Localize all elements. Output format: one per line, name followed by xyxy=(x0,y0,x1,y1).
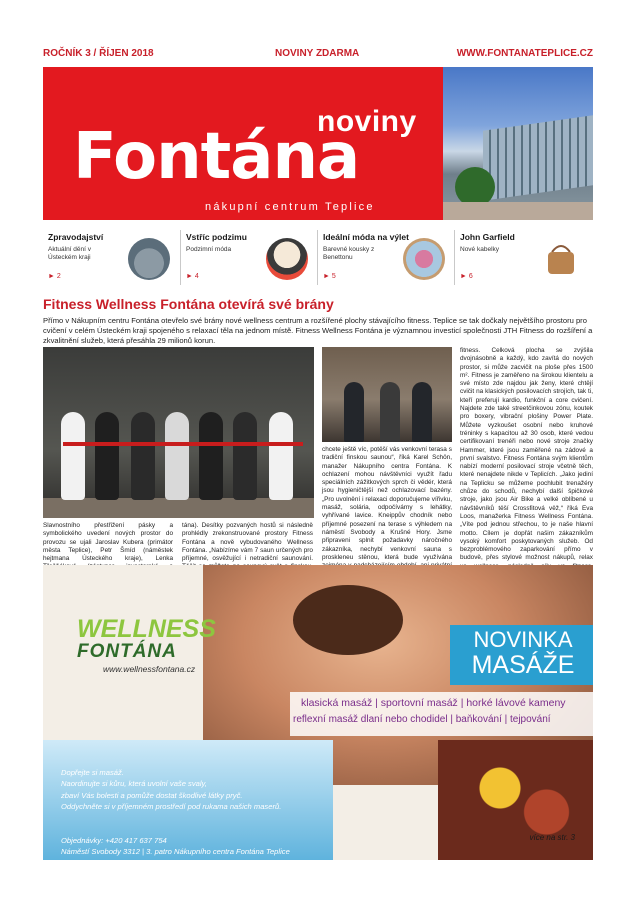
autumn-fashion-thumbnail xyxy=(266,238,308,280)
teaser-strip xyxy=(43,230,593,285)
ad-info xyxy=(61,767,351,812)
article-column-4-text: fitness. Celková plocha se zvýšila dvojnásobně a každý, kdo zavítá do nových prostor, si může zacvičit na ploše přes 1500 m². Fitness je zaměřeno na širokou klientelu a své místo zde najdou jak ženy, které chtějí cvičit na klasických posilovacích strojích, tak ti, kteří preferují kardio, funkční a core cvičení. Najdete zde také streetčinkovou zónu, koutek pro boxery, vibrační plošiny Power Plate. Můžete vyzkoušet osobní nebo kruhové tréninky s kapacitou až 30 osob, které vedou certifikovaní trenéři nebo nové stroje značky Hammer, které jsou zaměřené na zádové a první svalstvo. Fitness Fontána svým klientům nabízí moderní posilovací stroje včetně těch, které nenajdete nikde v Teplicích. „Jako jediní na Teplicku se můžeme pochlubit trenažéry chůze do schodů, nechybí další špičkové stroje, jako jsou Air Bike a velké oblíbené u návštěvníků těší Crossfitová věž,“ říká Eva Loos, manažerka Fitness Wellness Fontána. „Víte pod jednou střechou, to je naše hlavní motto. Cílem je dopřát našim zákazníkům vysoký komfort poskytovaných služeb. Od bezproblémového zaparkování přímo v budově, přes stylové možnost nákupů, relax xyxy=(460,347,593,562)
article-column-1: Slavnostního přestřižení pásky a symbolického uvedení nových prostor do provozu se ujali Jaroslav Kubera (primátor města Teplice), Petr Šmíd (náměstek hejtmana Ústeckého kraje), Lenka xyxy=(43,522,173,563)
masthead-noviny: noviny xyxy=(317,105,417,138)
ad-info-line: zbaví Vás bolesti a pomůže dostat škodlivé látky pryč. xyxy=(61,790,243,800)
ad-contact xyxy=(61,835,290,857)
ad-phone: Objednávky: +420 417 637 754 xyxy=(61,836,167,845)
teaser-text: Nové kabelky xyxy=(460,246,500,253)
teaser-text: Aktuální dění v Ústeckém kraji xyxy=(48,246,91,261)
teaser-news[interactable] xyxy=(43,230,180,285)
teaser-text: Podzimní móda xyxy=(186,246,232,253)
masthead xyxy=(43,67,593,220)
guests-photo xyxy=(322,347,452,442)
article-lead: Přímo v Nákupním centru Fontána otevřelo své brány nové wellness centrum a rozšířené plochy stávajícího fitness. Teplice se tak dočkaly největšího prostoru pro cvičení v celém Ústeckém kraji spojeného s relaxací těla na jednom místě. Fitness Wellness Fontána je významnou investicí společnosti JTH Fitness do rozšíření a zkvalitnění služeb, která přesáhla 29 milionů korun. xyxy=(43,316,593,345)
handbag-thumbnail xyxy=(540,238,582,280)
article-column-3: chcete ještě víc, potěší vás venkovní terasa s tradiční finskou saunou“, říká Karel Schön, manažer Nákupního centra Fontána. K ochlazení mohou návštěvníci využít řadu speciálních zážitkových sprch či vědér, která jsou hygieničtější než ochlazovací bazény. „Pro uvolnění i relaxaci doporučujeme vířivku, masáž, solária, odpočívárny s lehátky, vyhřívané lavice. Kneippův chodník nebo příjemné posezení na terase s výhledem na náměstí Svobody a Krušné Hory. Jsme připraveni splnit požadavky náročného zákazníka, nechybí venkovní sauna s proskleneu stěnou, která bude využívána xyxy=(322,446,452,561)
shopping-center-photo xyxy=(443,67,593,220)
top-bar xyxy=(43,44,593,64)
teaser-travel-fashion[interactable] xyxy=(317,230,454,285)
free-newspaper-label: NOVINY ZDARMA xyxy=(275,48,360,59)
ad-info-line: Dopřejte si masáž. xyxy=(61,768,124,777)
masthead-subtitle: nákupní centrum Teplice xyxy=(205,201,375,213)
masthead-logo: Fontána xyxy=(73,120,360,194)
services-line-2: reflexní masáž dlaní nebo chodidel | baňkování | tejpování xyxy=(293,714,551,725)
teaser-page: ► 2 xyxy=(48,273,61,280)
ribbon-cutting-photo xyxy=(43,347,314,518)
teaser-title: Vstříc podzimu xyxy=(186,232,247,242)
teaser-title: Ideální móda na výlet xyxy=(323,232,409,242)
teaser-page: ► 6 xyxy=(460,273,473,280)
services-line-1: klasická masáž | sportovní masáž | horké lávové kameny xyxy=(301,697,566,709)
wellness-logo-line1: WELLNESS xyxy=(77,615,216,643)
teaser-handbags[interactable] xyxy=(454,230,591,285)
teaser-text: Barevné kousky z Benettonu xyxy=(323,246,375,261)
article-title: Fitness Wellness Fontána otevírá své brány xyxy=(43,296,334,312)
travel-fashion-thumbnail xyxy=(403,238,445,280)
article-column-2: tána). Desítky pozvaných hostů si následně prohlédly zrekonstruované prostory Fitness Fontána a nově vybudovaného Wellness Fontána. „Nabízíme vám 7 saun určených pro příjemné, osvěžující i netradiční saunování. xyxy=(182,522,313,563)
wellness-advertisement[interactable] xyxy=(43,565,593,860)
website-link[interactable]: WWW.FONTANATEPLICE.CZ xyxy=(456,48,593,59)
ad-address: Náměstí Svobody 3312 | 3. patro Nákupního centra Fontána Teplice xyxy=(61,847,290,856)
more-on-page-link[interactable]: více na str. 3 xyxy=(529,833,575,842)
issue-label: ROČNÍK 3 / ŘÍJEN 2018 xyxy=(43,48,154,59)
ad-info-line: Oddychněte si v příjemném prostředí pod rukama našich maserů. xyxy=(61,801,282,811)
teaser-autumn[interactable] xyxy=(180,230,317,285)
novinka-label: NOVINKA xyxy=(473,627,573,652)
teaser-title: Zpravodajství xyxy=(48,232,104,242)
stadium-thumbnail xyxy=(128,238,170,280)
wellness-url[interactable]: www.wellnessfontana.cz xyxy=(103,664,196,674)
wellness-logo-line2: FONTÁNA xyxy=(77,641,177,662)
teaser-title: John Garfield xyxy=(460,232,515,242)
ad-info-line: Naordinujte si kůru, která uvolní vaše svaly, xyxy=(61,779,207,789)
masaze-label: MASÁŽE xyxy=(471,651,575,679)
teaser-page: ► 5 xyxy=(323,273,336,280)
teaser-page: ► 4 xyxy=(186,273,199,280)
spa-flowers-photo xyxy=(438,740,593,860)
